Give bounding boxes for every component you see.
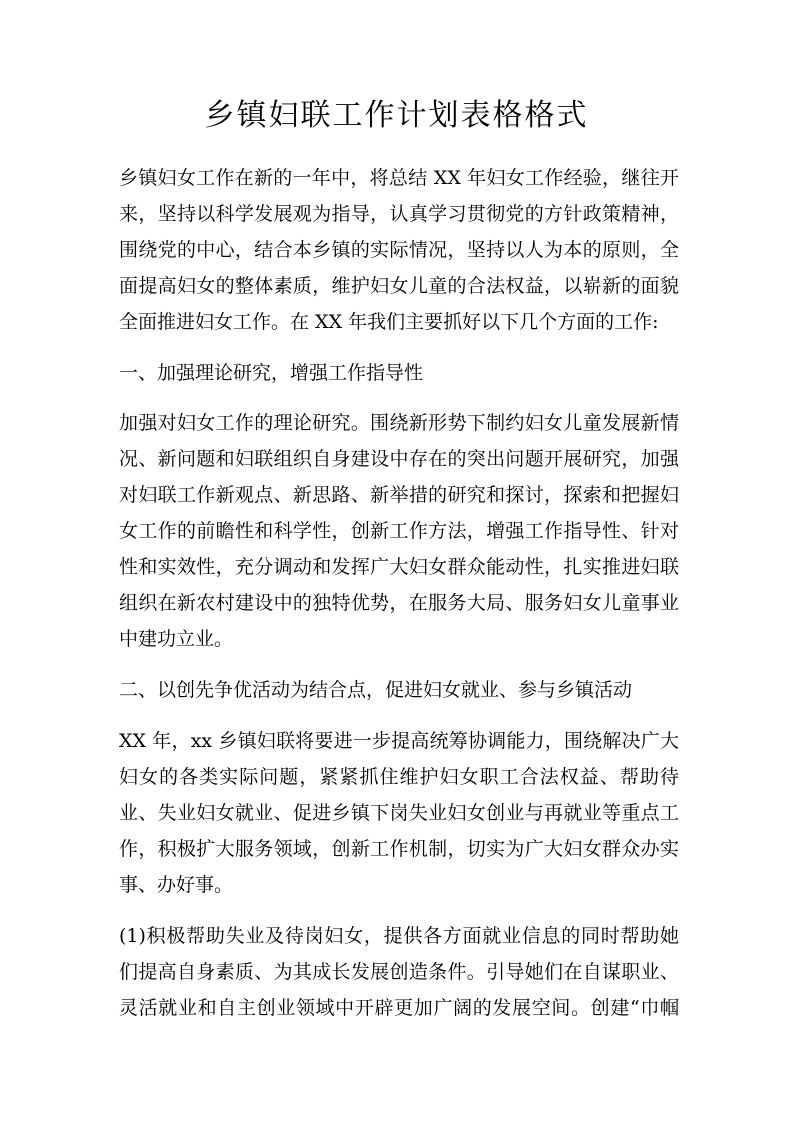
body-text-line: 中建功立业。 — [119, 628, 234, 650]
body-text-line: 作，积极扩大服务领域，创新工作机制，切实为广大妇女群众办实 — [119, 838, 679, 860]
section-heading: 一、加强理论研究，增强工作指导性 — [119, 362, 424, 384]
body-text-line: XX 年，xx 乡镇妇联将要进一步提高统筹协调能力，围绕解决广大 — [119, 730, 679, 752]
body-text-line: 组织在新农村建设中的独特优势，在服务大局、服务妇女儿童事业 — [119, 592, 679, 614]
document-title: 乡镇妇联工作计划表格格式 — [204, 98, 589, 133]
body-text-line: (1)积极帮助失业及待岗妇女，提供各方面就业信息的同时帮助她 — [119, 925, 679, 947]
body-text-line: 来，坚持以科学发展观为指导，认真学习贯彻党的方针政策精神， — [119, 203, 679, 225]
body-text-line: 围绕党的中心，结合本乡镇的实际情况，坚持以人为本的原则，全 — [119, 239, 679, 261]
body-text-line: 加强对妇女工作的理论研究。围绕新形势下制约妇女儿童发展新情 — [119, 412, 679, 434]
section-heading: 二、以创先争优活动为结合点，促进妇女就业、参与乡镇活动 — [119, 679, 633, 701]
body-text-line: 事、办好事。 — [119, 874, 234, 896]
body-text-line: 面提高妇女的整体素质，维护妇女儿童的合法权益，以崭新的面貌 — [119, 275, 679, 297]
body-text-line: 全面推进妇女工作。在 XX 年我们主要抓好以下几个方面的工作: — [119, 311, 659, 333]
body-text-line: 们提高自身素质、为其成长发展创造条件。引导她们在自谋职业、 — [119, 961, 679, 983]
body-text-line: 乡镇妇女工作在新的一年中，将总结 XX 年妇女工作经验，继往开 — [119, 167, 679, 189]
body-text-line: 妇女的各类实际问题，紧紧抓住维护妇女职工合法权益、帮助待 — [119, 766, 679, 788]
body-text-line: 女工作的前瞻性和科学性，创新工作方法，增强工作指导性、针对 — [119, 520, 679, 542]
body-text-line: 况、新问题和妇联组织自身建设中存在的突出问题开展研究，加强 — [119, 448, 679, 470]
body-text-line: 灵活就业和自主创业领域中开辟更加广阔的发展空间。创建“巾帼 — [119, 997, 679, 1019]
body-text-line: 对妇联工作新观点、新思路、新举措的研究和探讨，探索和把握妇 — [119, 484, 679, 506]
body-text-line: 性和实效性，充分调动和发挥广大妇女群众能动性，扎实推进妇联 — [119, 556, 679, 578]
body-text-line: 业、失业妇女就业、促进乡镇下岗失业妇女创业与再就业等重点工 — [119, 802, 679, 824]
